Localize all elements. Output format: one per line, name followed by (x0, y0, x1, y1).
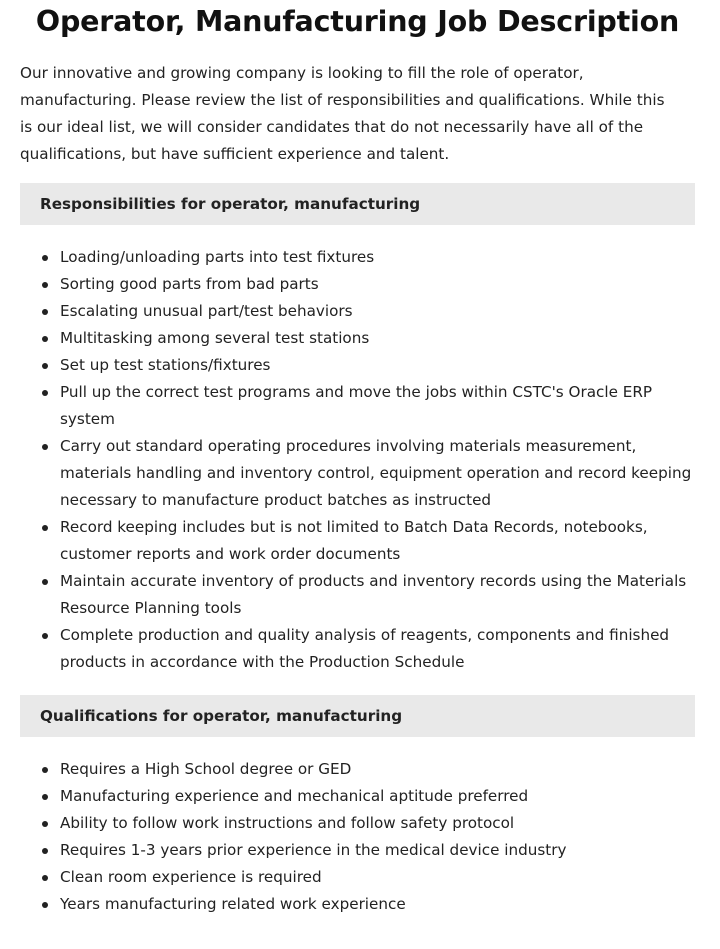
qualification-item (20, 756, 700, 783)
responsibilities-list (20, 244, 700, 676)
bullet-icon (42, 309, 48, 315)
bullet-icon (42, 579, 48, 585)
responsibility-item-text: Record keeping includes but is not limited to Batch Data Records, notebooks, customer reports and work order documents (60, 518, 648, 563)
responsibility-item (20, 379, 700, 433)
responsibility-item (20, 568, 700, 622)
qualification-item-text: Requires 1-3 years prior experience in the medical device industry (60, 841, 567, 859)
bullet-icon (42, 875, 48, 881)
qualification-item-text: Requires a High School degree or GED (60, 760, 352, 778)
responsibility-item (20, 298, 700, 325)
bullet-icon (42, 821, 48, 827)
qualification-item (20, 864, 700, 891)
responsibility-item (20, 622, 700, 676)
qualification-item (20, 837, 700, 864)
intro-paragraph: Our innovative and growing company is looking to fill the role of operator, manufacturing. Please review the list of responsibilities and qualifications. While this is our ideal list, we will consider candidates that do not necessarily have all of the qualifications, but have sufficient experience and talent. (20, 64, 665, 163)
responsibility-item (20, 433, 700, 514)
qualifications-heading: Qualifications for operator, manufacturing (40, 707, 403, 725)
bullet-icon (42, 255, 48, 261)
responsibility-item-text: Pull up the correct test programs and move the jobs within CSTC's Oracle ERP system (60, 383, 653, 428)
bullet-icon (42, 902, 48, 908)
page-title: Operator, Manufacturing Job Description (35, 5, 680, 38)
responsibility-item (20, 271, 700, 298)
responsibility-item-text: Escalating unusual part/test behaviors (60, 302, 353, 320)
bullet-icon (42, 363, 48, 369)
responsibility-item (20, 352, 700, 379)
bullet-icon (42, 633, 48, 639)
qualification-item-text: Ability to follow work instructions and follow safety protocol (60, 814, 515, 832)
bullet-icon (42, 390, 48, 396)
responsibility-item-text: Loading/unloading parts into test fixtures (60, 248, 375, 266)
responsibility-item-text: Multitasking among several test stations (60, 329, 370, 347)
qualification-item-text: Years manufacturing related work experience (60, 895, 406, 913)
bullet-icon (42, 848, 48, 854)
bullet-icon (42, 525, 48, 531)
responsibility-item-text: Set up test stations/fixtures (60, 356, 271, 374)
bullet-icon (42, 336, 48, 342)
qualifications-list (20, 756, 700, 918)
responsibility-item (20, 514, 700, 568)
responsibilities-heading: Responsibilities for operator, manufacturing (40, 195, 421, 213)
qualification-item-text: Clean room experience is required (60, 868, 322, 886)
responsibility-item-text: Maintain accurate inventory of products and inventory records using the Materials Resource Planning tools (60, 572, 687, 617)
qualification-item (20, 810, 700, 837)
responsibilities-section-header (20, 183, 695, 225)
qualifications-section-header (20, 695, 695, 737)
responsibility-item-text: Complete production and quality analysis of reagents, components and finished products in accordance with the Production Schedule (60, 626, 670, 671)
bullet-icon (42, 767, 48, 773)
qualification-item (20, 783, 700, 810)
qualification-item-text: Manufacturing experience and mechanical aptitude preferred (60, 787, 529, 805)
responsibility-item (20, 325, 700, 352)
responsibility-item-text: Sorting good parts from bad parts (60, 275, 319, 293)
qualification-item (20, 891, 700, 918)
responsibility-item-text: Carry out standard operating procedures involving materials measurement, materials handling and inventory control, equipment operation and record keeping necessary to manufacture product batches as instructed (60, 437, 692, 509)
bullet-icon (42, 444, 48, 450)
bullet-icon (42, 794, 48, 800)
responsibility-item (20, 244, 700, 271)
bullet-icon (42, 282, 48, 288)
